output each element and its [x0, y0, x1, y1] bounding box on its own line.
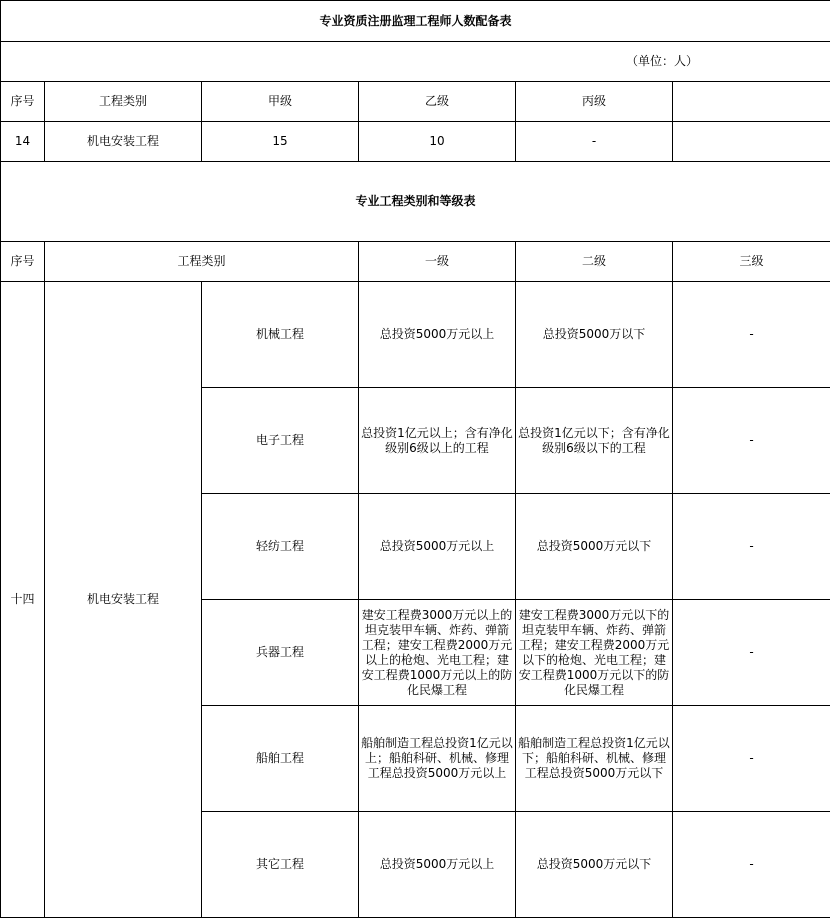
row-empty [673, 122, 830, 162]
level2-cell: 总投资5000万元以下 [516, 812, 673, 918]
row-category: 机电安装工程 [45, 122, 202, 162]
level1-cell: 建安工程费3000万元以上的坦克装甲车辆、炸药、弹箭工程；建安工程费2000万元以上的枪炮、光电工程；建安工程费1000万元以上的防化民爆工程 [359, 600, 516, 706]
t2-header-level1: 一级 [359, 242, 516, 282]
row-grade-c: - [516, 122, 673, 162]
level3-cell: - [673, 812, 830, 918]
row-grade-b: 10 [359, 122, 516, 162]
t2-header-level3: 三级 [673, 242, 830, 282]
row-seq: 14 [1, 122, 45, 162]
level1-cell: 总投资5000万元以上 [359, 812, 516, 918]
sub-category: 电子工程 [202, 388, 359, 494]
level2-cell: 船舶制造工程总投资1亿元以下；船舶科研、机械、修理工程总投资5000万元以下 [516, 706, 673, 812]
level1-cell: 船舶制造工程总投资1亿元以上；船舶科研、机械、修理工程总投资5000万元以上 [359, 706, 516, 812]
level2-cell: 建安工程费3000万元以下的坦克装甲车辆、炸药、弹箭工程；建安工程费2000万元以下的枪炮、光电工程；建安工程费1000万元以下的防化民爆工程 [516, 600, 673, 706]
level3-cell: - [673, 388, 830, 494]
header-empty [673, 82, 830, 122]
header-seq: 序号 [1, 82, 45, 122]
level1-cell: 总投资5000万元以上 [359, 494, 516, 600]
t2-header-category: 工程类别 [45, 242, 359, 282]
row-grade-a: 15 [202, 122, 359, 162]
sub-category: 轻纺工程 [202, 494, 359, 600]
sub-category: 兵器工程 [202, 600, 359, 706]
sub-category: 船舶工程 [202, 706, 359, 812]
t2-category: 机电安装工程 [45, 282, 202, 918]
header-category: 工程类别 [45, 82, 202, 122]
level3-cell: - [673, 706, 830, 812]
level1-cell: 总投资5000万元以上 [359, 282, 516, 388]
level2-cell: 总投资5000万元以下 [516, 494, 673, 600]
table1-title: 专业资质注册监理工程师人数配备表 [1, 1, 830, 42]
header-grade-a: 甲级 [202, 82, 359, 122]
unit-label: （单位：人） [1, 42, 830, 82]
sub-category: 其它工程 [202, 812, 359, 918]
level2-cell: 总投资5000万以下 [516, 282, 673, 388]
t2-header-level2: 二级 [516, 242, 673, 282]
header-grade-b: 乙级 [359, 82, 516, 122]
level3-cell: - [673, 600, 830, 706]
level3-cell: - [673, 494, 830, 600]
table2-title: 专业工程类别和等级表 [1, 162, 830, 242]
level1-cell: 总投资1亿元以上；含有净化级别6级以上的工程 [359, 388, 516, 494]
level3-cell: - [673, 282, 830, 388]
sub-category: 机械工程 [202, 282, 359, 388]
t2-header-seq: 序号 [1, 242, 45, 282]
t2-seq: 十四 [1, 282, 45, 918]
header-grade-c: 丙级 [516, 82, 673, 122]
level2-cell: 总投资1亿元以下；含有净化级别6级以下的工程 [516, 388, 673, 494]
